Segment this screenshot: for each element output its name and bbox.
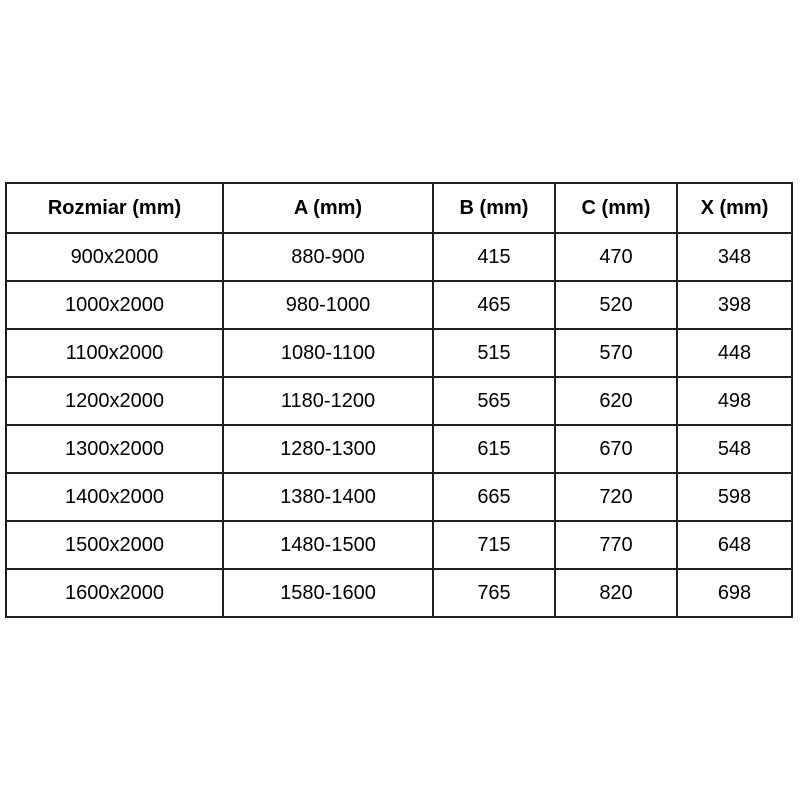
table-cell: 470: [555, 233, 677, 281]
table-row: [6, 377, 792, 425]
table-cell: 770: [555, 521, 677, 569]
table-cell: 880-900: [223, 233, 433, 281]
table-cell: 520: [555, 281, 677, 329]
column-header-a: A (mm): [223, 183, 433, 233]
table-cell: 348: [677, 233, 792, 281]
header-row: [6, 183, 792, 233]
table-cell: 1500x2000: [6, 521, 223, 569]
table-cell: 1600x2000: [6, 569, 223, 617]
table-cell: 548: [677, 425, 792, 473]
table-cell: 715: [433, 521, 555, 569]
column-header-rozmiar: Rozmiar (mm): [6, 183, 223, 233]
table-cell: 1400x2000: [6, 473, 223, 521]
table-cell: 1080-1100: [223, 329, 433, 377]
table-cell: 1100x2000: [6, 329, 223, 377]
table-cell: 720: [555, 473, 677, 521]
table-cell: 515: [433, 329, 555, 377]
table-cell: 570: [555, 329, 677, 377]
table-cell: 448: [677, 329, 792, 377]
size-table-body: [6, 233, 792, 617]
table-cell: 1480-1500: [223, 521, 433, 569]
column-header-b: B (mm): [433, 183, 555, 233]
table-cell: 665: [433, 473, 555, 521]
table-cell: 1300x2000: [6, 425, 223, 473]
table-row: [6, 425, 792, 473]
table-cell: 1280-1300: [223, 425, 433, 473]
table-row: [6, 569, 792, 617]
table-cell: 465: [433, 281, 555, 329]
table-cell: 398: [677, 281, 792, 329]
column-header-x: X (mm): [677, 183, 792, 233]
table-cell: 648: [677, 521, 792, 569]
table-row: [6, 473, 792, 521]
table-cell: 598: [677, 473, 792, 521]
table-row: [6, 329, 792, 377]
table-cell: 1180-1200: [223, 377, 433, 425]
column-header-c: C (mm): [555, 183, 677, 233]
size-table-head: [6, 183, 792, 233]
table-cell: 698: [677, 569, 792, 617]
table-cell: 498: [677, 377, 792, 425]
size-table-container: [5, 182, 793, 618]
table-cell: 615: [433, 425, 555, 473]
table-row: [6, 233, 792, 281]
table-cell: 620: [555, 377, 677, 425]
table-cell: 980-1000: [223, 281, 433, 329]
size-table: [5, 182, 793, 618]
table-cell: 900x2000: [6, 233, 223, 281]
table-cell: 820: [555, 569, 677, 617]
table-cell: 565: [433, 377, 555, 425]
table-row: [6, 281, 792, 329]
table-cell: 415: [433, 233, 555, 281]
table-cell: 1000x2000: [6, 281, 223, 329]
table-cell: 765: [433, 569, 555, 617]
table-cell: 670: [555, 425, 677, 473]
table-cell: 1200x2000: [6, 377, 223, 425]
table-cell: 1380-1400: [223, 473, 433, 521]
table-row: [6, 521, 792, 569]
table-cell: 1580-1600: [223, 569, 433, 617]
